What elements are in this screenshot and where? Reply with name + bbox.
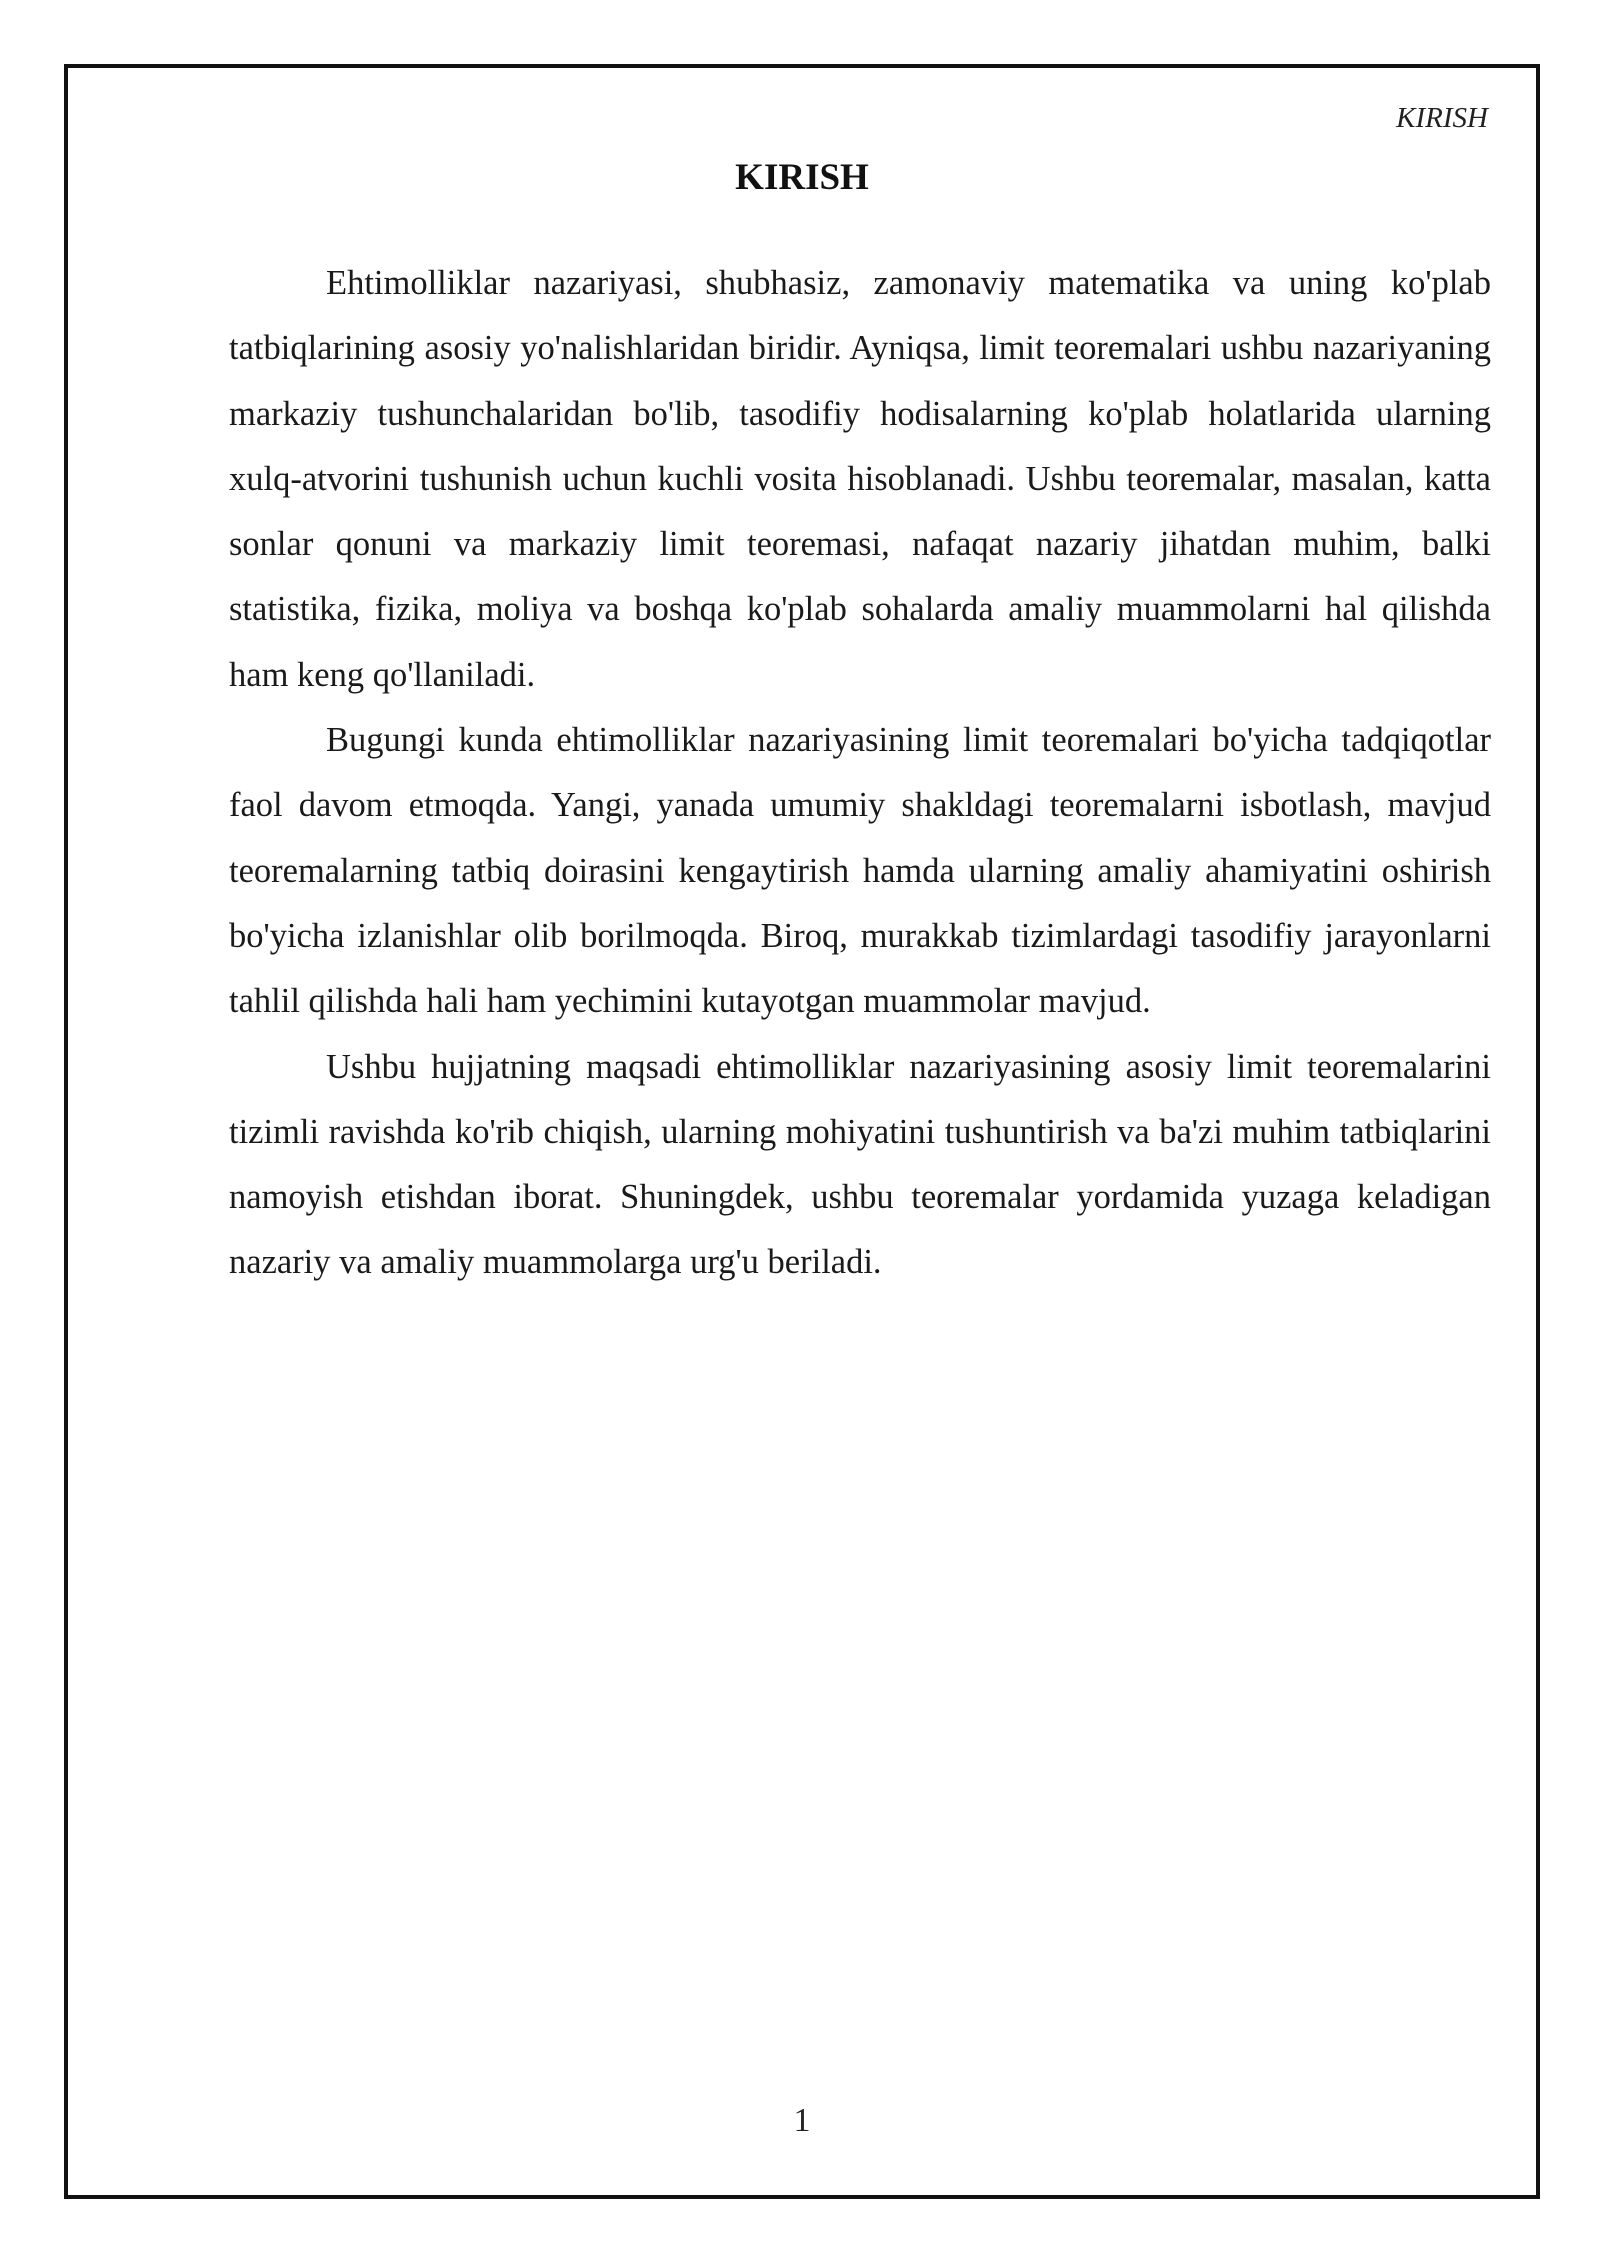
page-number: 1 [793, 2102, 811, 2139]
running-header: KIRISH [1396, 102, 1488, 134]
body-text [229, 251, 1491, 1296]
paragraph-3: Ushbu hujjatning maqsadi ehtimolliklar nazariyasining asosiy limit teoremalarini tizimli ravishda ko'rib chiqish, ularning mohiyatini tushuntirish va ba'zi muhim tatbiqlarini namoyish etishdan iborat. Shuningdek, ushbu teoremalar yordamida yuzaga keladigan nazariy va amaliy muammolarga urg'u beriladi. [229, 1047, 1491, 1282]
paragraph-2: Bugungi kunda ehtimolliklar nazariyasining limit teoremalari bo'yicha tadqiqotlar faol davom etmoqda. Yangi, yanada umumiy shakldagi teoremalarni isbotlash, mavjud teoremalarning tatbiq doirasini kengaytirish hamda ularning amaliy ahamiyatini oshirish bo'yicha izlanishlar olib borilmoqda. Biroq, murakkab tizimlardagi tasodifiy jarayonlarni tahlil qilishda hali ham yechimini kutayotgan muammolar mavjud. [229, 721, 1491, 1021]
page-frame [64, 64, 1540, 2199]
page-title: KIRISH [735, 157, 869, 198]
paragraph-1: Ehtimolliklar nazariyasi, shubhasiz, zamonaviy matematika va uning ko'plab tatbiqlarining asosiy yo'nalishlaridan biridir. Ayniqsa, limit teoremalari ushbu nazariyaning markaziy tushunchalaridan bo'lib, tasodifiy hodisalarning ko'plab holatlarida ularning xulq-atvorini tushunish uchun kuchli vosita hisoblanadi. Ushbu teoremalar, masalan, katta sonlar qonuni va markaziy limit teoremasi, nafaqat nazariy jihatdan muhim, balki statistika, fizika, moliya va boshqa ko'plab sohalarda amaliy muammolarni hal qilishda ham keng qo'llaniladi. [229, 264, 1491, 694]
